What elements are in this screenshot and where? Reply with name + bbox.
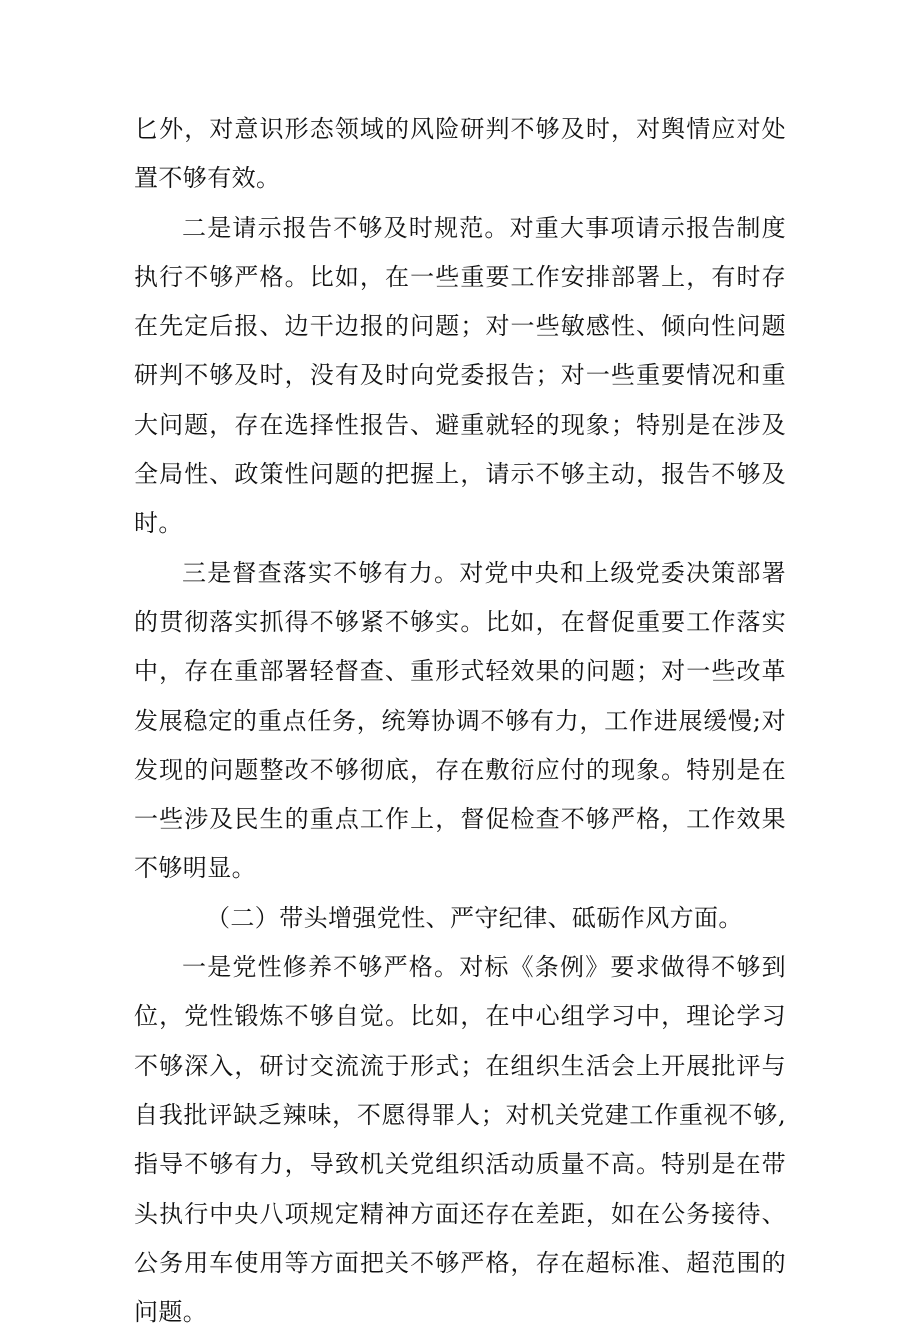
paragraph-supervision: 三是督查落实不够有力。对党中央和上级党委决策部署的贯彻落实抓得不够紧不够实。比如，在督促重要工作落实中，存在重部署轻督查、重形式轻效果的问题；对一些改革发展稳定的重点任务，统筹协调不够有力，工作进展缓慢;对发现的问题整改不够彻底，存在敷衍应付的现象。特别是在一些涉及民生的重点工作上，督促检查不够严格，工作效果不够明显。 bbox=[134, 558, 786, 883]
paragraph-party-spirit: 一是党性修养不够严格。对标《条例》要求做得不够到位，党性锻炼不够自觉。比如，在中心组学习中，理论学习不够深入，研讨交流流于形式；在组织生活会上开展批评与自我批评缺乏辣味，不愿得罪人；对机关党建工作重视不够,指导不够有力，导致机关党组织活动质量不高。特别是在带头执行中央八项规定精神方面还存在差距，如在公务接待、公务用车使用等方面把关不够严格，存在超标准、超范围的问题。 bbox=[134, 953, 786, 1327]
document-body bbox=[134, 105, 786, 1337]
paragraph-request-report: 二是请示报告不够及时规范。对重大事项请示报告制度执行不够严格。比如，在一些重要工作安排部署上，有时存在先定后报、边干边报的问题；对一些敏感性、倾向性问题研判不够及时，没有及时向党委报告；对一些重要情况和重大问题，存在选择性报告、避重就轻的现象；特别是在涉及全局性、政策性问题的把握上，请示不够主动，报告不够及时。 bbox=[134, 213, 786, 538]
section-heading: （二）带头增强党性、严守纪律、砥砺作风方面。 bbox=[206, 903, 743, 932]
paragraph-continued: 匕外，对意识形态领域的风险研判不够及时，对舆情应对处置不够有效。 bbox=[134, 115, 786, 193]
